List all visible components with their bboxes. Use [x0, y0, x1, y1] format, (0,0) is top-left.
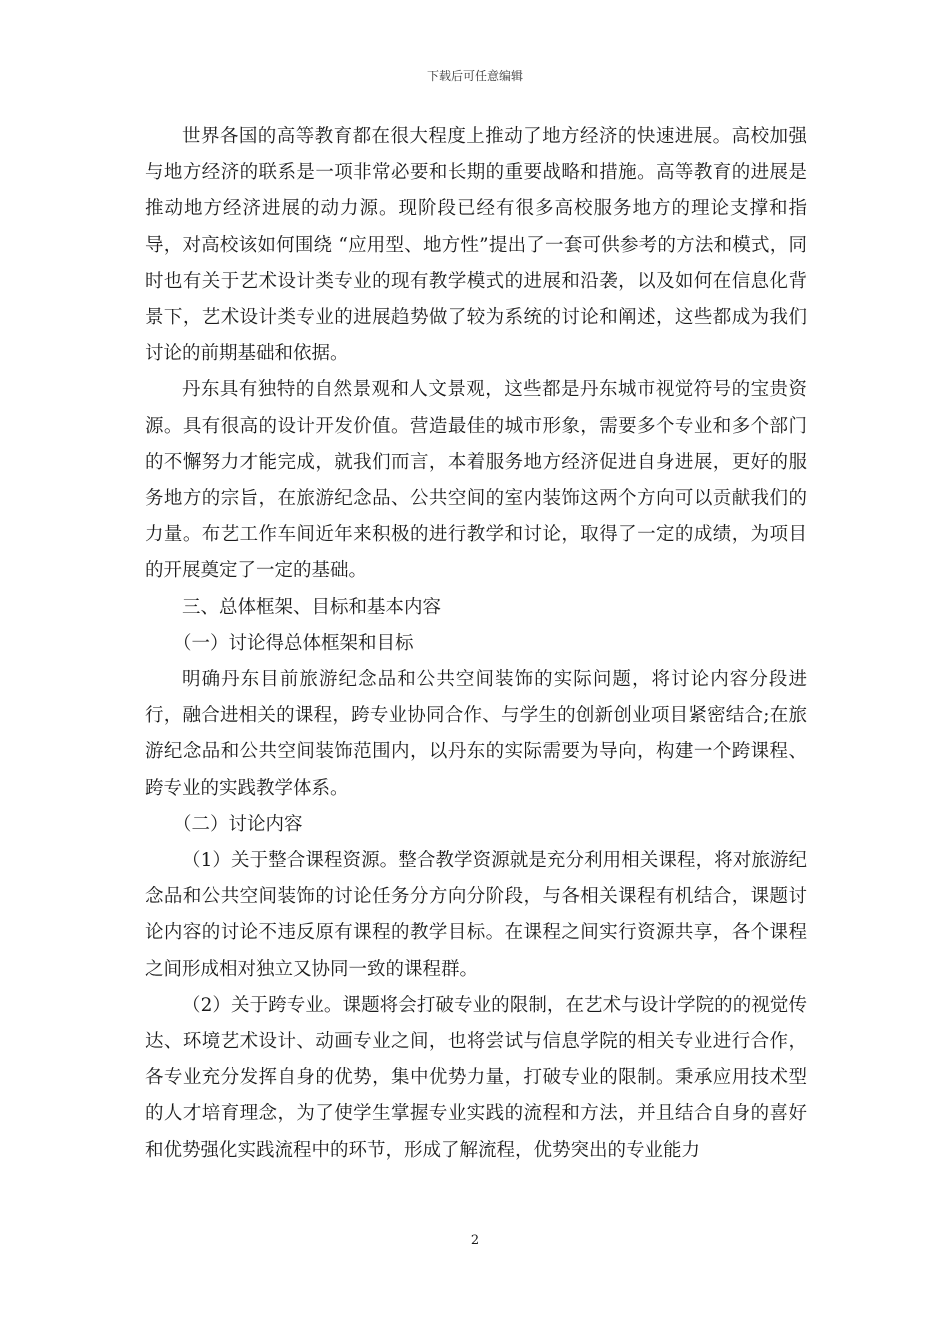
paragraph-cross-discipline: （2）关于跨专业。课题将会打破专业的限制，在艺术与设计学院的的视觉传达、环境艺术设计、动画专业之间，也将尝试与信息学院的相关专业进行合作，各专业充分发挥自身的优势，集中优势力量，打破专业的限制。秉承应用技术型的人才培育理念，为了使学生掌握专业实践的流程和方法，并且结合自身的喜好和优势强化实践流程中的环节，形成了解流程，优势突出的专业能力: [145, 994, 807, 1161]
subsection-heading-research-content: （二）讨论内容: [173, 813, 303, 835]
document-body: [145, 119, 807, 1169]
paragraph-framework-goals: 明确丹东目前旅游纪念品和公共空间装饰的实际问题，将讨论内容分段进行，融合进相关的课程，跨专业协同合作、与学生的创新创业项目紧密结合;在旅游纪念品和公共空间装饰范围内，以丹东的实际需要为导向，构建一个跨课程、跨专业的实践教学体系。: [145, 669, 807, 799]
page-number: 2: [470, 1233, 480, 1248]
subsection-heading-framework-goals: （一）讨论得总体框架和目标: [173, 632, 414, 654]
page-header: 下载后可任意编辑: [426, 69, 523, 83]
paragraph-course-resources: （1）关于整合课程资源。整合教学资源就是充分利用相关课程，将对旅游纪念品和公共空间装饰的讨论任务分方向分阶段，与各相关课程有机结合，课题讨论内容的讨论不违反原有课程的教学目标。在课程之间实行资源共享，各个课程之间形成相对独立又协同一致的课程群。: [145, 850, 807, 980]
paragraph-higher-education: 世界各国的高等教育都在很大程度上推动了地方经济的快速进展。高校加强与地方经济的联系是一项非常必要和长期的重要战略和措施。高等教育的进展是推动地方经济进展的动力源。现阶段已经有很多高校服务地方的理论支撑和指导，对高校该如何围绕 “应用型、地方性”提出了一套可供参考的方法和模式，同时也有关于艺术设计类专业的现有教学模式的进展和沿袭，以及如何在信息化背景下，艺术设计类专业的进展趋势做了较为系统的讨论和阐述，这些都成为我们讨论的前期基础和依据。: [145, 126, 807, 365]
section-heading-framework: 三、总体框架、目标和基本内容: [182, 596, 442, 618]
paragraph-dandong-resources: 丹东具有独特的自然景观和人文景观，这些都是丹东城市视觉符号的宝贵资源。具有很高的设计开发价值。营造最佳的城市形象，需要多个专业和多个部门的不懈努力才能完成，就我们而言，本着服务地方经济促进自身进展，更好的服务地方的宗旨，在旅游纪念品、公共空间的室内装饰这两个方向可以贡献我们的力量。布艺工作车间近年来积极的进行教学和讨论，取得了一定的成绩，为项目的开展奠定了一定的基础。: [145, 379, 807, 582]
